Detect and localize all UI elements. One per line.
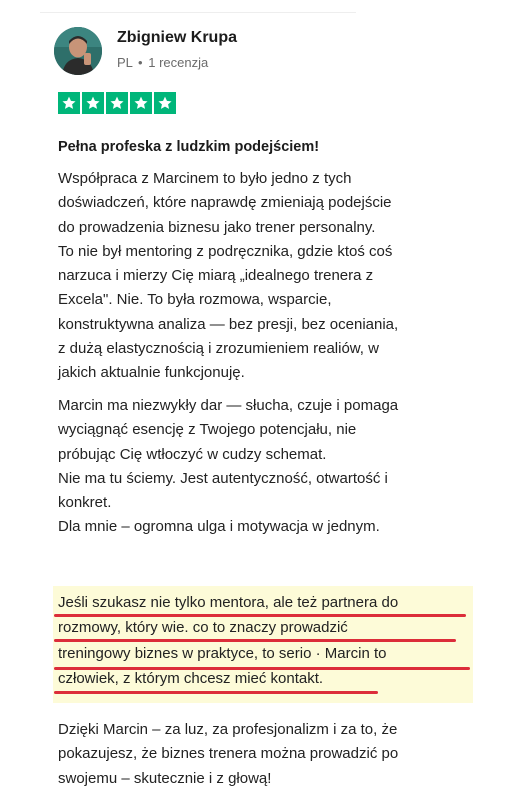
star-icon <box>58 92 80 114</box>
red-underline <box>54 667 470 670</box>
review-line: Marcin ma niezwykły dar — słucha, czuje i pomaga <box>58 397 399 414</box>
review-line: Jeśli szukasz nie tylko mentora, ale też partnera do <box>58 594 399 611</box>
meta-separator: • <box>138 55 143 70</box>
reviewer-meta <box>117 55 208 70</box>
review-line: swojemu – skutecznie i z głową! <box>58 769 272 787</box>
review-paragraph-2 <box>58 394 488 540</box>
review-line: wyciągnąć esencję z Twojego potencjału, nie <box>58 421 357 439</box>
review-line: pokazujesz, że biznes trenera można prowadzić po <box>58 745 399 763</box>
review-line: człowiek, z którym chcesz mieć kontakt. <box>58 669 324 687</box>
review-title: Pełna profeska z ludzkim podejściem! <box>58 139 320 155</box>
review-line: konstruktywna analiza — bez presji, bez oceniania, <box>58 315 399 333</box>
review-line: z dużą elastycznością i zrozumieniem realiów, w <box>58 340 379 358</box>
review-line: rozmowy, który wie. co to znaczy prowadzić <box>58 619 348 637</box>
star-icon <box>82 92 104 114</box>
review-line: do prowadzenia biznesu jako trener personalny. <box>58 218 376 236</box>
review-line: Dzięki Marcin – za luz, za profesjonalizm i za to, że <box>58 721 398 738</box>
reviewer-review-count: 1 recenzja <box>148 55 209 70</box>
star-icon <box>130 92 152 114</box>
star-rating <box>58 92 176 114</box>
review-line: Nie ma tu ściemy. Jest autentyczność, otwartość i <box>58 469 388 487</box>
avatar[interactable] <box>54 27 102 75</box>
review-line: Excela". Nie. To była rozmowa, wsparcie, <box>58 291 332 309</box>
review-line: treningowy biznes w praktyce, to serio · Marcin to <box>58 644 387 662</box>
review-paragraph-1 <box>58 167 488 386</box>
review-line: To nie był mentoring z podręcznika, gdzie ktoś coś <box>58 242 393 260</box>
star-icon <box>106 92 128 114</box>
review-card <box>40 13 480 800</box>
red-underline <box>54 691 378 694</box>
review-line: konkret. <box>58 494 112 512</box>
review-line: narzuca i mierzy Cię miarą „idealnego trenera z <box>58 267 374 285</box>
red-underline <box>54 614 466 617</box>
review-line: jakich aktualnie funkcjonuję. <box>58 364 245 382</box>
review-line: Dla mnie – ogromna ulga i motywacja w jednym. <box>58 518 380 536</box>
reviewer-country: PL <box>117 55 133 70</box>
review-line: doświadczeń, które naprawdę zmieniają podejście <box>58 194 392 212</box>
review-line: próbując Cię wtłoczyć w cudzy schemat. <box>58 445 327 463</box>
review-paragraph-4 <box>58 718 488 791</box>
reviewer-name[interactable]: Zbigniew Krupa <box>117 29 237 46</box>
review-line: Współpraca z Marcinem to było jedno z tych <box>58 170 352 187</box>
red-underline <box>54 639 456 642</box>
star-icon <box>154 92 176 114</box>
